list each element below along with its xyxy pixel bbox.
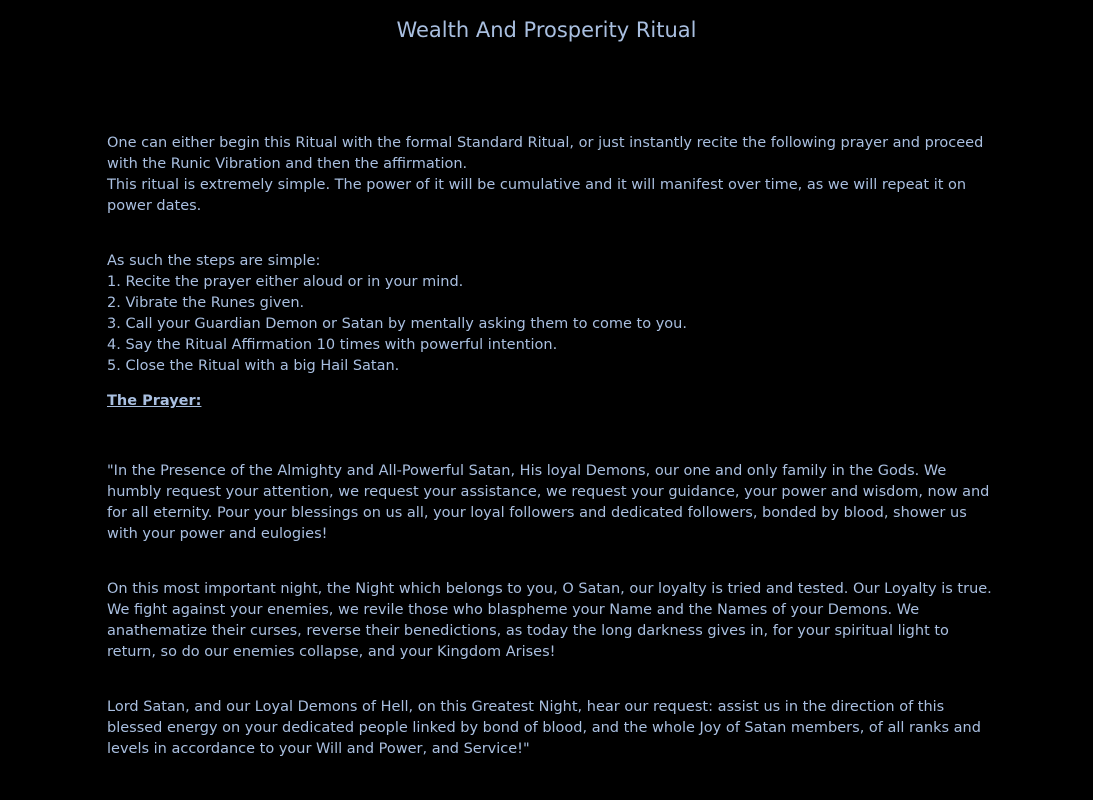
prayer-paragraph-1: "In the Presence of the Almighty and All-Powerful Satan, His loyal Demons, our one and only family in the Gods. We humbly request your attention, we request your assistance, we request your guidance, your power and wisdom, now and for all eternity. Pour your blessings on us all, your loyal followers and dedicated followers, bonded by blood, shower us with your power and eulogies! (107, 463, 990, 542)
list-item: 5. Close the Ritual with a big Hail Satan. (107, 358, 400, 374)
spacer (107, 412, 997, 461)
steps-list (107, 272, 997, 377)
intro-paragraph-1: One can either begin this Ritual with the formal Standard Ritual, or just instantly recite the following prayer and proceed with the Runic Vibration and then the affirmation. (107, 135, 984, 172)
spacer (107, 377, 997, 391)
list-item: 2. Vibrate the Runes given. (107, 295, 305, 311)
list-item: 1. Recite the prayer either aloud or in your mind. (107, 274, 464, 290)
spacer (107, 217, 997, 251)
spacer (107, 663, 997, 697)
prayer-heading: The Prayer: (107, 393, 202, 409)
article-body (107, 133, 997, 760)
list-item: 3. Call your Guardian Demon or Satan by mentally asking them to come to you. (107, 316, 687, 332)
prayer-paragraph-3: Lord Satan, and our Loyal Demons of Hell, on this Greatest Night, hear our request: assist us in the direction of this blessed energy on your dedicated people linked by bond of blood, and the whole Joy of Satan members, of all ranks and levels in accordance to your Will and Power, and Service!" (107, 699, 981, 757)
intro-paragraph-2: This ritual is extremely simple. The power of it will be cumulative and it will manifest over time, as we will repeat it on power dates. (107, 177, 967, 214)
steps-lead: As such the steps are simple: (107, 253, 321, 269)
spacer (107, 545, 997, 579)
prayer-paragraph-2: On this most important night, the Night which belongs to you, O Satan, our loyalty is tried and tested. Our Loyalty is true. We fight against your enemies, we revile those who blaspheme your Name and the Names of your Demons. We anathematize their curses, reverse their benedictions, as today the long darkness gives in, for your spiritual light to return, so do our enemies collapse, and your Kingdom Arises! (107, 581, 992, 660)
page-title: Wealth And Prosperity Ritual (396, 18, 697, 42)
list-item: 4. Say the Ritual Affirmation 10 times with powerful intention. (107, 337, 558, 353)
